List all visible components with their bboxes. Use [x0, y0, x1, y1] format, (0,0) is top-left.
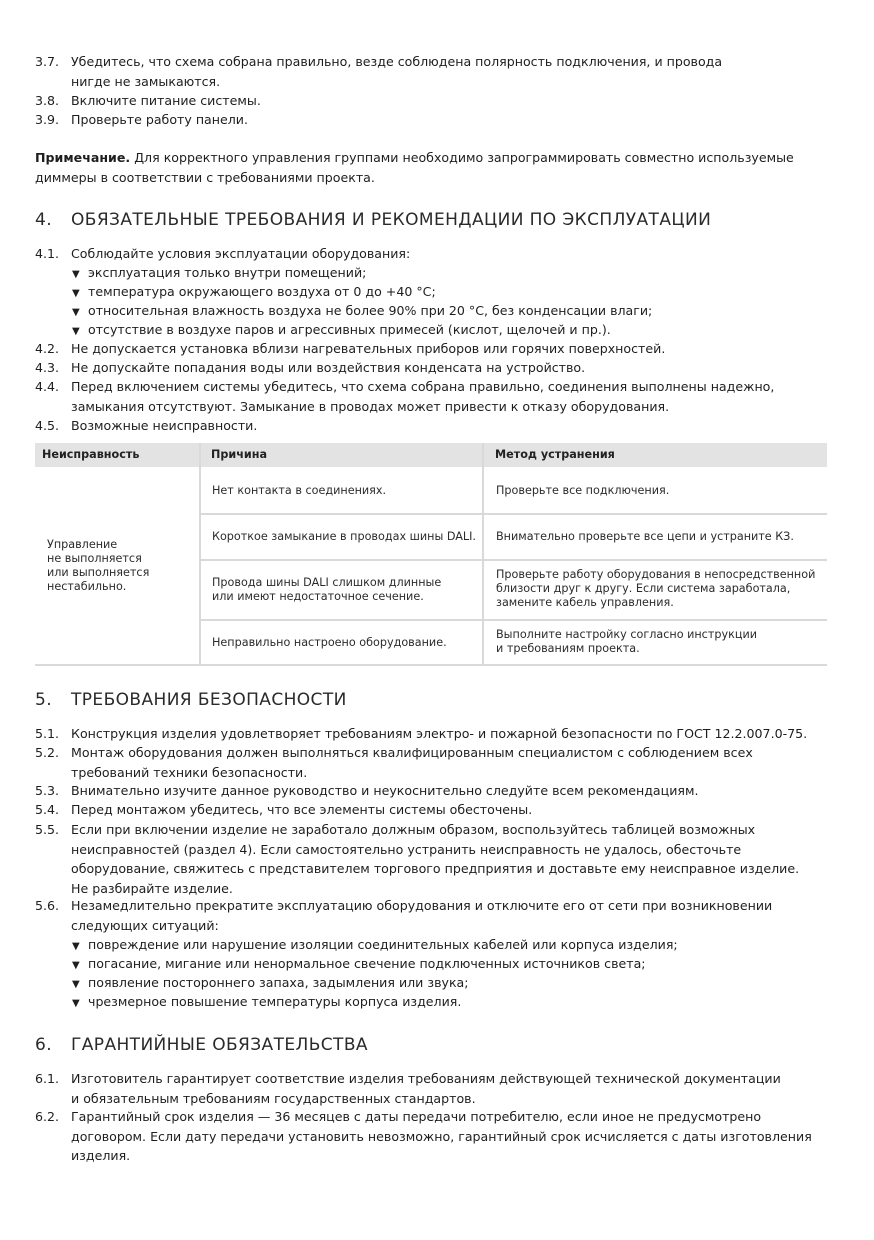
- triangle-bullet-icon: ▼: [72, 979, 80, 990]
- item-line: Если при включении изделие не заработало должным образом, воспользуйтесь таблицей возможных: [71, 822, 756, 837]
- item-line: Внимательно изучите данное руководство и неукоснительно следуйте всем рекомендациям.: [71, 783, 699, 798]
- item-line: Возможные неисправности.: [71, 418, 258, 433]
- table-divider: [201, 619, 827, 621]
- triangle-bullet-icon: ▼: [72, 960, 80, 971]
- note-paragraph: [35, 148, 794, 187]
- cell-line: близости друг к другу. Если система заработала,: [496, 582, 791, 595]
- note-label: Примечание.: [35, 150, 131, 165]
- item-line: Включите питание системы.: [71, 93, 261, 108]
- section-number: 6.: [35, 1035, 53, 1055]
- triangle-bullet-icon: ▼: [72, 326, 80, 337]
- item-line: Соблюдайте условия эксплуатации оборудования:: [71, 246, 411, 261]
- section-number: 5.: [35, 690, 53, 710]
- item-line: Незамедлительно прекратите эксплуатацию оборудования и отключите его от сети при возникновении: [71, 898, 773, 913]
- item-number: 5.4.: [35, 802, 60, 817]
- item-line: договором. Если дату передачи установить невозможно, гарантийный срок исчисляется с даты изготовления: [71, 1128, 812, 1144]
- table-header-cell: Неисправность: [42, 448, 140, 461]
- section-title: ОБЯЗАТЕЛЬНЫЕ ТРЕБОВАНИЯ И РЕКОМЕНДАЦИИ ПО ЭКСПЛУАТАЦИИ: [71, 210, 712, 230]
- cell-line: Внимательно проверьте все цепи и устраните КЗ.: [496, 530, 794, 543]
- item-number: 6.2.: [35, 1109, 60, 1124]
- item-line: требований техники безопасности.: [71, 764, 308, 780]
- item-number: 5.3.: [35, 783, 60, 798]
- bullet-text: появление постороннего запаха, задымления или звука;: [88, 975, 469, 990]
- note-text: диммеры в соответствии с требованиями проекта.: [35, 169, 375, 185]
- item-number: 4.5.: [35, 418, 60, 433]
- item-line: и обязательным требованиям государственных стандартов.: [71, 1090, 476, 1106]
- triangle-bullet-icon: ▼: [72, 288, 80, 299]
- faults-table: [35, 443, 827, 666]
- bullet-text: относительная влажность воздуха не более 90% при 20 °С, без конденсации влаги;: [88, 303, 653, 318]
- item-line: оборудование, свяжитесь с представителем торгового предприятия и доставьте ему неисправное изделие.: [71, 861, 800, 876]
- item-line: Гарантийный срок изделия — 36 месяцев с даты передачи потребителю, если иное не предусмотрено: [71, 1109, 762, 1124]
- cell-line: не выполняется: [47, 552, 142, 565]
- triangle-bullet-icon: ▼: [72, 941, 80, 952]
- table-divider: [201, 559, 827, 561]
- item-number: 5.2.: [35, 745, 60, 760]
- cell-line: Нет контакта в соединениях.: [212, 484, 387, 497]
- table-divider: [199, 443, 201, 666]
- triangle-bullet-icon: ▼: [72, 307, 80, 318]
- item-line: Конструкция изделия удовлетворяет требованиям электро- и пожарной безопасности по ГОСТ 12.2.007.0-75.: [71, 726, 808, 741]
- cell-line: и требованиям проекта.: [496, 642, 640, 655]
- bullet-text: повреждение или нарушение изоляции соединительных кабелей или корпуса изделия;: [88, 937, 678, 952]
- table-cell-cause: [212, 530, 476, 544]
- table-header-row: [35, 443, 827, 467]
- bullet-text: погасание, мигание или ненормальное свечение подключенных источников света;: [88, 956, 646, 971]
- item-number: 5.1.: [35, 726, 60, 741]
- table-divider: [482, 443, 484, 666]
- item-number: 4.1.: [35, 246, 60, 261]
- item-line: Изготовитель гарантирует соответствие изделия требованиям действующей технической документации: [71, 1071, 781, 1086]
- cell-line: или выполняется: [47, 566, 150, 579]
- table-cell-cause: [212, 636, 447, 650]
- bullet-text: отсутствие в воздухе паров и агрессивных примесей (кислот, щелочей и пр.).: [88, 322, 611, 337]
- item-line: замыкания отсутствуют. Замыкание в проводах может привести к отказу оборудования.: [71, 398, 670, 414]
- cell-line: Проверьте работу оборудования в непосредственной: [496, 568, 816, 581]
- cell-line: нестабильно.: [47, 580, 127, 593]
- table-header-cell: Метод устранения: [495, 448, 615, 461]
- item-line: Не разбирайте изделие.: [71, 880, 233, 896]
- item-number: 4.4.: [35, 379, 60, 394]
- section-title: ГАРАНТИЙНЫЕ ОБЯЗАТЕЛЬСТВА: [71, 1035, 368, 1055]
- table-cell-fix: [496, 628, 757, 656]
- bullet-item: [72, 992, 461, 1014]
- cell-line: Короткое замыкание в проводах шины DALI.: [212, 530, 476, 543]
- item-line: Проверьте работу панели.: [71, 112, 248, 127]
- table-divider: [201, 513, 827, 515]
- triangle-bullet-icon: ▼: [72, 269, 80, 280]
- item-line: Монтаж оборудования должен выполняться квалифицированным специалистом с соблюдением всех: [71, 745, 753, 760]
- cell-line: Проверьте все подключения.: [496, 484, 670, 497]
- item-line: Не допускается установка вблизи нагревательных приборов или горячих поверхностей.: [71, 341, 666, 356]
- cell-line: или имеют недостаточное сечение.: [212, 590, 424, 603]
- item-number: 3.8.: [35, 93, 60, 108]
- table-cell-fix: [496, 484, 669, 498]
- item-number: 3.9.: [35, 112, 60, 127]
- table-cell-cause: [212, 576, 441, 604]
- bullet-text: чрезмерное повышение температуры корпуса изделия.: [88, 994, 462, 1009]
- item-line: Не допускайте попадания воды или воздействия конденсата на устройство.: [71, 360, 586, 375]
- item-number: 4.2.: [35, 341, 60, 356]
- item-line: Перед монтажом убедитесь, что все элементы системы обесточены.: [71, 802, 533, 817]
- item-line: изделия.: [71, 1148, 131, 1163]
- triangle-bullet-icon: ▼: [72, 998, 80, 1009]
- cell-line: Провода шины DALI слишком длинные: [212, 576, 442, 589]
- cell-line: Выполните настройку согласно инструкции: [496, 628, 757, 641]
- table-cell-cause: [212, 484, 386, 498]
- cell-line: Неправильно настроено оборудование.: [212, 636, 447, 649]
- bullet-text: эксплуатация только внутри помещений;: [88, 265, 367, 280]
- note-text: Для корректного управления группами необходимо запрограммировать совместно используемые: [130, 150, 794, 165]
- table-header-cell: Причина: [211, 448, 268, 461]
- table-cell-fix: [496, 568, 815, 610]
- cell-line: Управление: [47, 538, 118, 551]
- item-line: Перед включением системы убедитесь, что схема собрана правильно, соединения выполнены надежно,: [71, 379, 775, 394]
- item-number: 6.1.: [35, 1071, 60, 1086]
- item-line: неисправностей (раздел 4). Если самостоятельно устранить неисправность не удалось, обесточьте: [71, 841, 742, 857]
- item-number: 3.7.: [35, 54, 60, 69]
- item-number: 5.5.: [35, 822, 60, 837]
- cell-line: замените кабель управления.: [496, 596, 674, 609]
- item-line: следующих ситуаций:: [71, 917, 219, 933]
- item-number: 4.3.: [35, 360, 60, 375]
- item-line: Убедитесь, что схема собрана правильно, везде соблюдена полярность подключения, и провода: [71, 54, 723, 69]
- section-title: ТРЕБОВАНИЯ БЕЗОПАСНОСТИ: [71, 690, 347, 710]
- bullet-text: температура окружающего воздуха от 0 до +40 °С;: [88, 284, 436, 299]
- table-divider: [35, 664, 827, 666]
- section-number: 4.: [35, 210, 53, 230]
- item-line: нигде не замыкаются.: [71, 73, 221, 89]
- item-number: 5.6.: [35, 898, 60, 913]
- table-cell-fix: [496, 530, 794, 544]
- table-cell-fault: [47, 538, 149, 594]
